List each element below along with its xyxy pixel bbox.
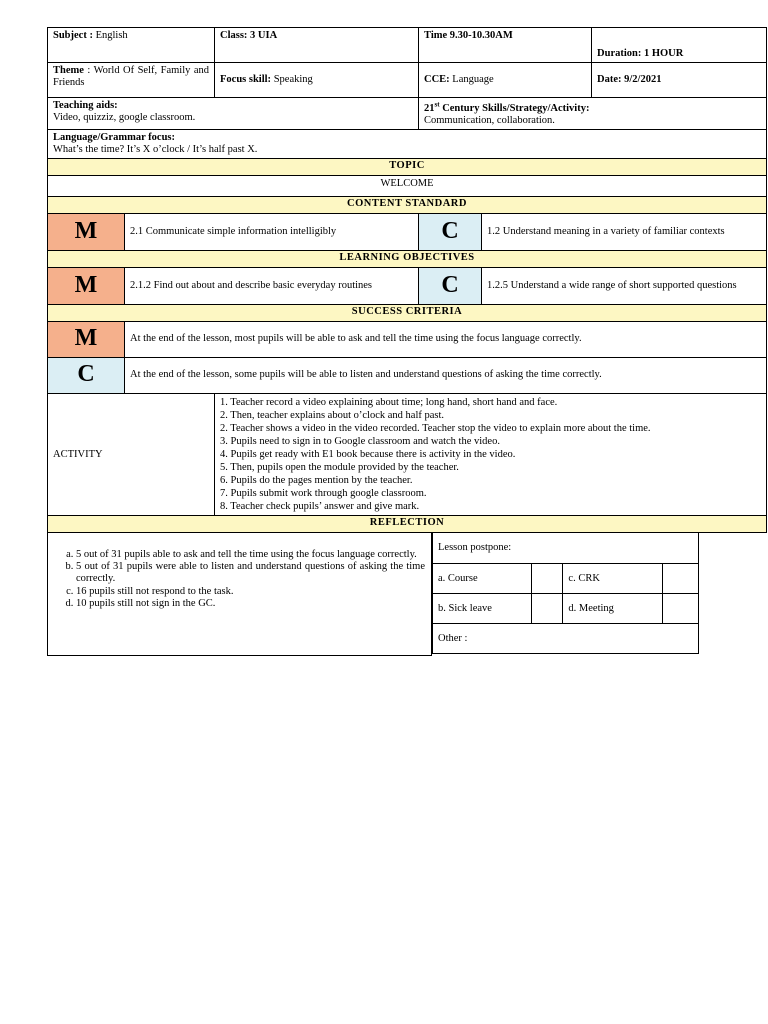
teaching-aids-cell xyxy=(48,98,419,130)
theme-value: : World Of Self, Family and Friends xyxy=(53,65,209,89)
learning-objectives-c-text: 1.2.5 Understand a wide range of short supported questions xyxy=(482,267,767,304)
activity-step: 4. Pupils get ready with E1 book because there is activity in the video. xyxy=(220,449,516,460)
crk-option: c. CRK xyxy=(563,564,663,594)
learning-objectives-c-badge: C xyxy=(419,267,482,304)
focus-cell xyxy=(215,63,419,98)
content-standard-c-badge: C xyxy=(419,213,482,250)
grammar-focus-value: What’s the time? It’s X o’clock / It’s half past X. xyxy=(53,143,258,155)
activity-step: 5. Then, pupils open the module provided by the teacher. xyxy=(220,462,459,474)
success-criteria-c-badge: C xyxy=(48,357,125,393)
lesson-postpone-label: Lesson postpone: xyxy=(433,533,699,564)
reflection-item: b. 5 out of 31 pupils were able to listen and understand questions of asking the time correctly. xyxy=(76,561,425,585)
lesson-postpone-table xyxy=(432,533,699,654)
activity-step: 3. Pupils need to sign in to Google classroom and watch the video. xyxy=(220,435,500,447)
class-cell xyxy=(215,28,419,63)
course-option: a. Course xyxy=(433,564,532,594)
reflection-heading: REFLECTION xyxy=(48,516,767,533)
reflection-item: d. 10 pupils still not sign in the GC. xyxy=(76,598,425,610)
cce-value: Language xyxy=(449,73,494,85)
lesson-plan-table xyxy=(47,27,767,533)
focus-label: Focus skill: xyxy=(220,73,272,85)
meeting-option: d. Meeting xyxy=(563,594,663,624)
skills-value: Communication, collaboration. xyxy=(424,114,555,126)
skills-cell xyxy=(419,98,767,130)
meeting-checkbox[interactable] xyxy=(663,594,699,624)
sick-leave-checkbox[interactable] xyxy=(531,594,563,624)
activity-step: 2. Teacher shows a video in the video recorded. Teacher stop the video to explain more about the time. xyxy=(220,422,651,434)
focus-value: Speaking xyxy=(271,73,313,85)
success-criteria-c-text: At the end of the lesson, some pupils will be able to listen and understand questions of asking the time correctly. xyxy=(125,357,767,393)
cce-label: CCE: xyxy=(424,73,450,85)
duration-cell xyxy=(592,28,767,63)
reflection-item: a. 5 out of 31 pupils able to ask and tell the time using the focus language correctly. xyxy=(76,549,425,561)
teaching-aids-label: Teaching aids: xyxy=(53,100,118,111)
date-cell xyxy=(592,63,767,98)
sick-leave-option: b. Sick leave xyxy=(433,594,532,624)
content-standard-c-text: 1.2 Understand meaning in a variety of familiar contexts xyxy=(482,213,767,250)
activity-step: 1. Teacher record a video explaining about time; long hand, short hand and face. xyxy=(220,396,558,408)
skills-label: 21st Century Skills/Strategy/Activity: xyxy=(424,100,590,114)
topic-value: WELCOME xyxy=(48,175,767,196)
cce-cell xyxy=(419,63,592,98)
teaching-aids-value: Video, quizziz, google classroom. xyxy=(53,112,196,124)
activity-step: 6. Pupils do the pages mention by the teacher. xyxy=(220,475,413,487)
activity-label: ACTIVITY xyxy=(48,393,215,516)
subject-value: English xyxy=(92,30,128,41)
subject-label: Subject : xyxy=(53,30,93,41)
class-label: Class: 3 UIA xyxy=(220,30,278,41)
other-option: Other : xyxy=(433,624,699,654)
crk-checkbox[interactable] xyxy=(663,564,699,594)
theme-cell xyxy=(48,63,215,98)
course-checkbox[interactable] xyxy=(531,564,563,594)
date-label: Date: 9/2/2021 xyxy=(597,73,662,85)
activity-step: 7. Pupils submit work through google classroom. xyxy=(220,488,427,500)
grammar-focus-cell xyxy=(48,129,767,158)
content-standard-heading: CONTENT STANDARD xyxy=(48,196,767,213)
learning-objectives-m-text: 2.1.2 Find out about and describe basic everyday routines xyxy=(125,267,419,304)
activity-steps xyxy=(215,393,767,516)
activity-step: 8. Teacher check pupils’ answer and give mark. xyxy=(220,501,420,513)
reflection-notes xyxy=(47,533,432,656)
success-criteria-m-text: At the end of the lesson, most pupils will be able to ask and tell the time using the focus language correctly. xyxy=(125,321,767,357)
learning-objectives-m-badge: M xyxy=(48,267,125,304)
learning-objectives-heading: LEARNING OBJECTIVES xyxy=(48,250,767,267)
topic-heading: TOPIC xyxy=(48,158,767,175)
lesson-plan-page xyxy=(47,27,766,656)
subject-cell xyxy=(48,28,215,63)
time-label: Time 9.30-10.30AM xyxy=(424,30,513,41)
lesson-postpone-box xyxy=(432,533,699,656)
content-standard-m-text: 2.1 Communicate simple information intelligibly xyxy=(125,213,419,250)
success-criteria-heading: SUCCESS CRITERIA xyxy=(48,304,767,321)
reflection-item: c. 16 pupils still not respond to the task. xyxy=(76,586,425,598)
success-criteria-m-badge: M xyxy=(48,321,125,357)
duration-label: Duration: 1 HOUR xyxy=(597,47,684,59)
reflection-section xyxy=(47,533,766,656)
grammar-focus-label: Language/Grammar focus: xyxy=(53,131,176,143)
time-cell xyxy=(419,28,592,63)
theme-label: Theme xyxy=(53,65,84,76)
activity-step: 2. Then, teacher explains about o’clock and half past. xyxy=(220,409,445,421)
content-standard-m-badge: M xyxy=(48,213,125,250)
